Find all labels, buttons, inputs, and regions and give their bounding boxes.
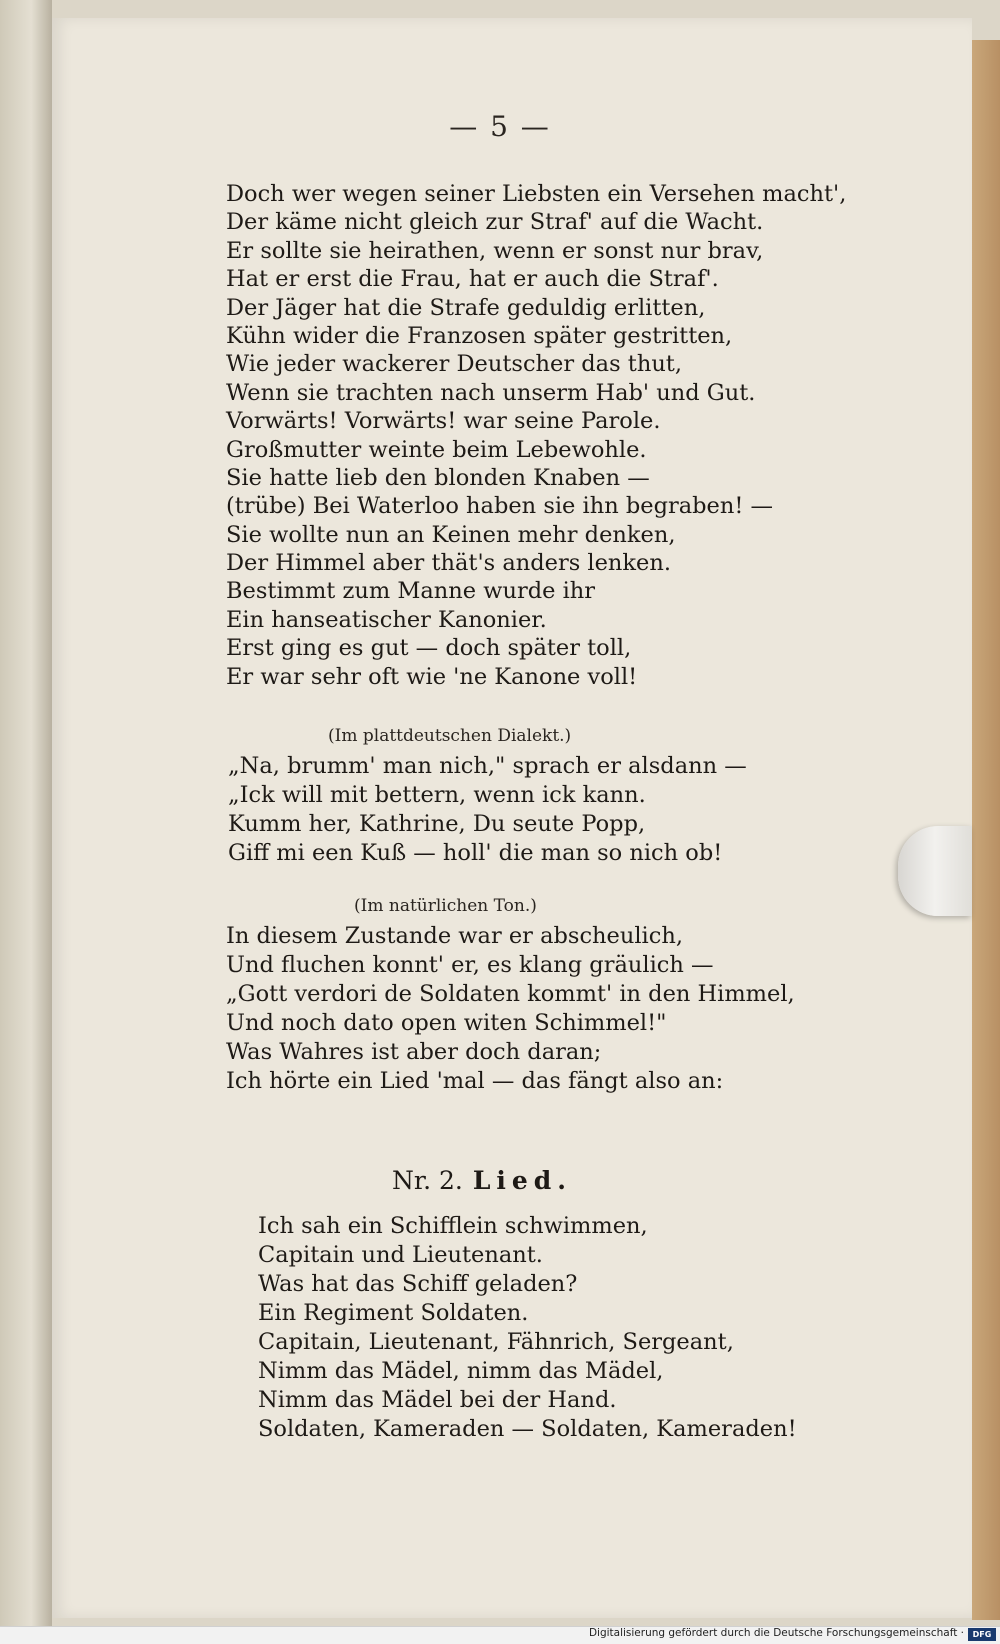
stage-direction-natural: (Im natürlichen Ton.) [354,896,537,916]
stanza-dialect [228,752,747,868]
verse-line: Giff mi een Kuß — holl' die man so nich ob! [228,840,723,866]
verse-line: Bestimmt zum Manne wurde ihr [226,578,596,605]
verse-line: Der käme nicht gleich zur Straf' auf die Wacht. [226,209,764,236]
verse-line: (trübe) Bei Waterloo haben sie ihn begraben! — [226,493,774,520]
page-number: — 5 — [449,110,551,143]
verse-line: Nimm das Mädel bei der Hand. [258,1387,617,1413]
verse-line: Und noch dato open witen Schimmel!" [226,1010,667,1036]
verse-line: Soldaten, Kameraden — Soldaten, Kameraden! [258,1416,797,1442]
verse-line: In diesem Zustande war er abscheulich, [226,923,683,949]
verse-line: Großmutter weinte beim Lebewohle. [226,436,647,463]
verse-line: Vorwärts! Vorwärts! war seine Parole. [226,408,661,435]
verse-line: Ich hörte ein Lied 'mal — das fängt also an: [226,1068,724,1094]
song-heading [392,1166,572,1195]
page-edge [972,40,1000,1620]
song-title: Lied. [472,1166,572,1195]
verse-line: Er sollte sie heirathen, wenn er sonst nur brav, [226,237,764,264]
verse-line: „Na, brumm' man nich," sprach er alsdann — [228,753,747,779]
stanza-main [226,180,846,691]
verse-line: Was Wahres ist aber doch daran; [226,1039,602,1065]
verse-line: Ich sah ein Schifflein schwimmen, [258,1213,648,1239]
verse-line: Wenn sie trachten nach unserm Hab' und Gut. [226,379,756,406]
verse-line: Doch wer wegen seiner Liebsten ein Versehen macht', [226,181,847,207]
verse-line: „Gott verdori de Soldaten kommt' in den Himmel, [226,981,795,1007]
stanza-natural [226,922,795,1096]
verse-line: Ein Regiment Soldaten. [258,1300,529,1326]
digitization-credit: Digitalisierung gefördert durch die Deutsche Forschungsgemeinschaft · [588,1627,964,1639]
song-number: Nr. 2. [392,1166,463,1195]
verse-line: Der Jäger hat die Strafe geduldig erlitten, [226,294,706,321]
verse-line: „Ick will mit bettern, wenn ick kann. [228,782,646,808]
stanza-song [258,1212,797,1444]
verse-line: Und fluchen konnt' er, es klang gräulich — [226,952,714,978]
verse-line: Kühn wider die Franzosen später gestritten, [226,322,733,349]
verse-line: Capitain, Lieutenant, Fähnrich, Sergeant, [258,1329,734,1355]
verse-line: Er war sehr oft wie 'ne Kanone voll! [226,663,638,690]
dfg-logo: DFG [968,1628,996,1641]
stage-direction-dialect: (Im plattdeutschen Dialekt.) [328,726,572,746]
verse-line: Sie wollte nun an Keinen mehr denken, [226,521,676,548]
verse-line: Hat er erst die Frau, hat er auch die Straf'. [226,266,719,293]
verse-line: Erst ging es gut — doch später toll, [226,635,632,662]
verse-line: Ein hanseatischer Kanonier. [226,606,547,633]
bookmark-tab [898,826,972,916]
verse-line: Sie hatte lieb den blonden Knaben — [226,464,650,491]
verse-line: Kumm her, Kathrine, Du seute Popp, [228,811,646,837]
verse-line: Wie jeder wackerer Deutscher das thut, [226,351,682,378]
verse-line: Der Himmel aber thät's anders lenken. [226,550,672,577]
verse-line: Was hat das Schiff geladen? [258,1271,578,1297]
verse-line: Nimm das Mädel, nimm das Mädel, [258,1358,664,1384]
verse-line: Capitain und Lieutenant. [258,1242,543,1268]
book-gutter [0,0,52,1643]
